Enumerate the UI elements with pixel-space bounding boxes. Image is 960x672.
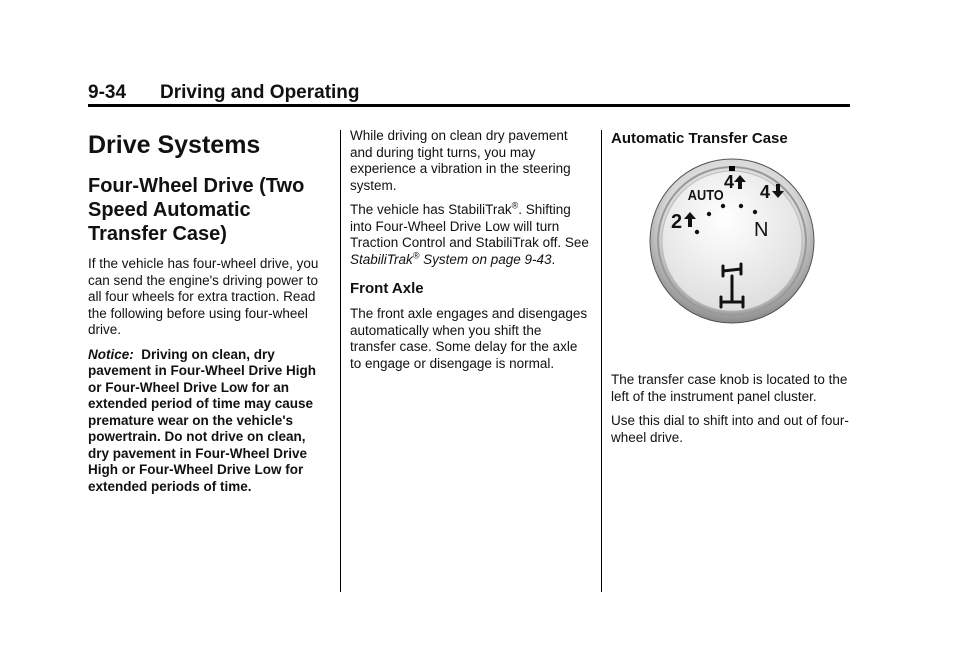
page-number: 9-34 (88, 82, 127, 103)
column-1 (88, 130, 328, 503)
subsection-title: Four-Wheel Drive (Two Speed Automatic Transfer Case) (88, 175, 305, 245)
column-3 (611, 130, 851, 454)
transfer-case-knob-illustration (611, 156, 851, 346)
stabilitrak-paragraph: The vehicle has StabiliTrak®. Shifting into Four-Wheel Drive Low will turn Traction Control and StabiliTrak off. See StabiliTrak® System on page 9-43. (350, 200, 589, 267)
section-title: Driving and Operating (160, 82, 360, 103)
knob-label-auto: AUTO (687, 185, 724, 204)
page-title: Drive Systems (88, 131, 261, 159)
column-divider-2 (601, 130, 602, 592)
header-rule (88, 104, 850, 107)
front-axle-heading: Front Axle (350, 280, 424, 297)
knob-label-4high: 4 (724, 172, 735, 192)
stabilitrak-text-a: The vehicle has StabiliTrak (350, 202, 512, 217)
front-axle-paragraph: The front axle engages and disengages automatically when you shift the transfer case. Some delay for the axle to engage or disengage is normal. (350, 306, 588, 371)
knob-label-2high: 2 (671, 211, 683, 233)
stabilitrak-text-b: . Shifting into Four-Wheel Drive Low will turn Traction Control and StabiliTrak off. See (350, 202, 589, 250)
stabilitrak-link[interactable]: StabiliTrak® System on page 9-43 (350, 250, 552, 267)
notice-text: Driving on clean, dry pavement in Four-Wheel Drive High or Four-Wheel Drive Low for an extended period of time may cause premature wear on the vehicle's powertrain. Do not drive on clean, dry pavement in Four-Wheel Drive High or Four-Wheel Drive Low for extended periods of time. (88, 346, 317, 494)
transfer-case-heading: Automatic Transfer Case (611, 130, 788, 147)
notice-label: Notice: (88, 346, 134, 362)
knob-usage-paragraph: Use this dial to shift into and out of four-wheel drive. (611, 413, 849, 445)
knob-label-neutral: N (754, 219, 769, 241)
column-2 (350, 128, 590, 380)
intro-paragraph: If the vehicle has four-wheel drive, you can send the engine's driving power to all four wheels for extra traction. Read the following before using four-wheel drive. (88, 256, 319, 337)
notice-paragraph (88, 347, 328, 496)
transfer-case-knob-icon (647, 156, 817, 326)
column-divider-1 (340, 130, 341, 592)
vibration-paragraph: While driving on clean dry pavement and during tight turns, you may experience a vibration in the steering system. (350, 128, 571, 193)
registered-mark: ® (511, 200, 519, 211)
knob-label-4low: 4 (760, 182, 771, 202)
knob-location-paragraph: The transfer case knob is located to the left of the instrument panel cluster. (611, 372, 848, 404)
